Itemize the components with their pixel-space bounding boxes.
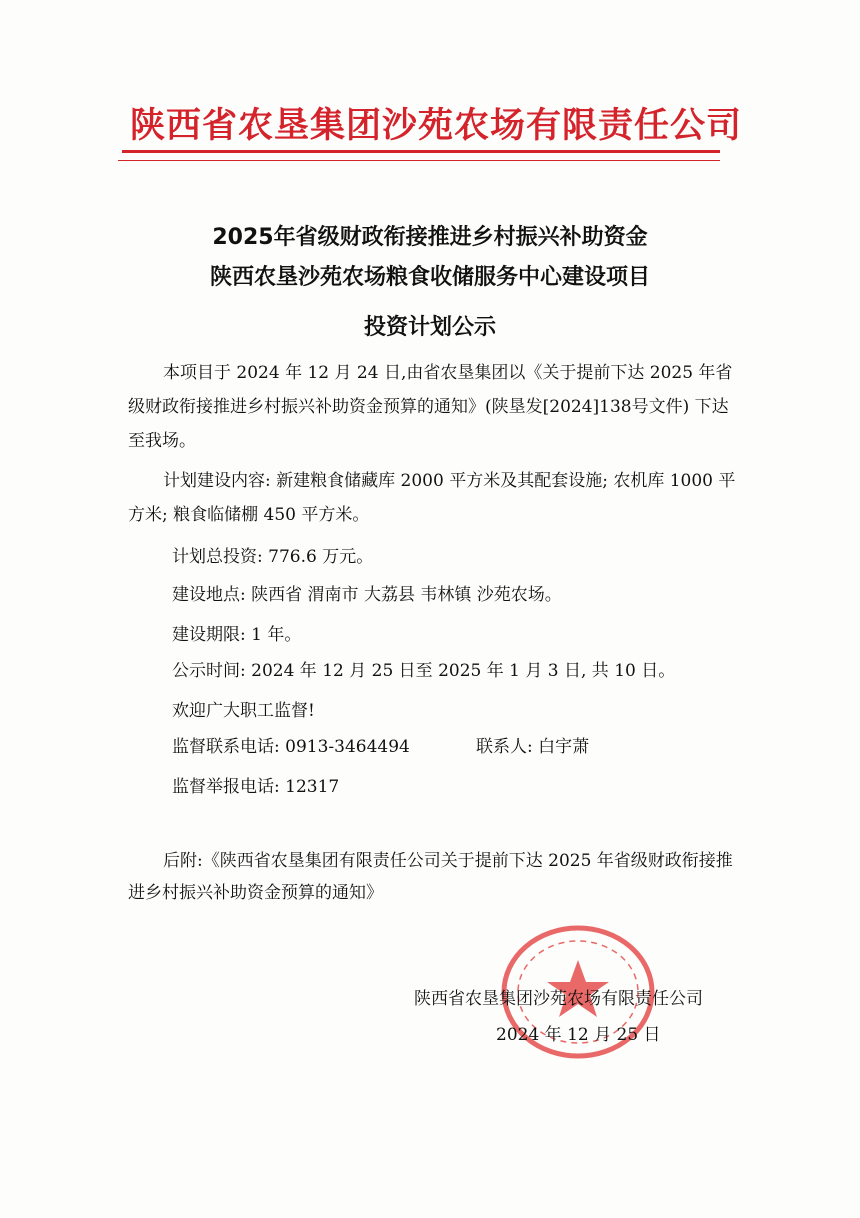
- document-title-line-1: 2025年省级财政衔接推进乡村振兴补助资金: [212, 225, 648, 250]
- welcome-line: 欢迎广大职工监督!: [172, 701, 315, 721]
- letterhead-rule-thick: [122, 150, 720, 153]
- document-title-line-2: 陕西农垦沙苑农场粮食收储服务中心建设项目: [209, 265, 650, 290]
- signature-organization: 陕西省农垦集团沙苑农场有限责任公司: [414, 989, 703, 1009]
- phone-line: 监督联系电话: 0913-3464494: [172, 737, 410, 757]
- attachment-paragraph: 后附:《陕西省农垦集团有限责任公司关于提前下达 2025 年省级财政衔接推进乡村振兴补助资金预算的通知》: [128, 851, 733, 903]
- publicity-line: 公示时间: 2024 年 12 月 25 日至 2025 年 1 月 3 日, 共 10 日。: [172, 661, 676, 681]
- intro-paragraph: 本项目于 2024 年 12 月 24 日,由省农垦集团以《关于提前下达 2025 年省级财政衔接推进乡村振兴补助资金预算的通知》(陕垦发[2024]138号文件) 下达至我场。: [128, 363, 733, 451]
- plan-content-paragraph: 计划建设内容: 新建粮食储藏库 2000 平方米及其配套设施; 农机库 1000 平方米; 粮食临储棚 450 平方米。: [128, 471, 736, 525]
- letterhead-rule-thin: [118, 160, 720, 161]
- period-line: 建设期限: 1 年。: [172, 625, 302, 645]
- letterhead-title: 陕西省农垦集团沙苑农场有限责任公司: [130, 106, 743, 146]
- document-title-line-3: 投资计划公示: [363, 315, 496, 340]
- location-line: 建设地点: 陕西省 渭南市 大荔县 韦林镇 沙苑农场。: [172, 585, 562, 605]
- contact-person: 联系人: 白宇萧: [476, 737, 590, 757]
- signature-date: 2024 年 12 月 25 日: [496, 1025, 661, 1045]
- investment-line: 计划总投资: 776.6 万元。: [172, 547, 374, 567]
- report-phone-line: 监督举报电话: 12317: [172, 777, 340, 797]
